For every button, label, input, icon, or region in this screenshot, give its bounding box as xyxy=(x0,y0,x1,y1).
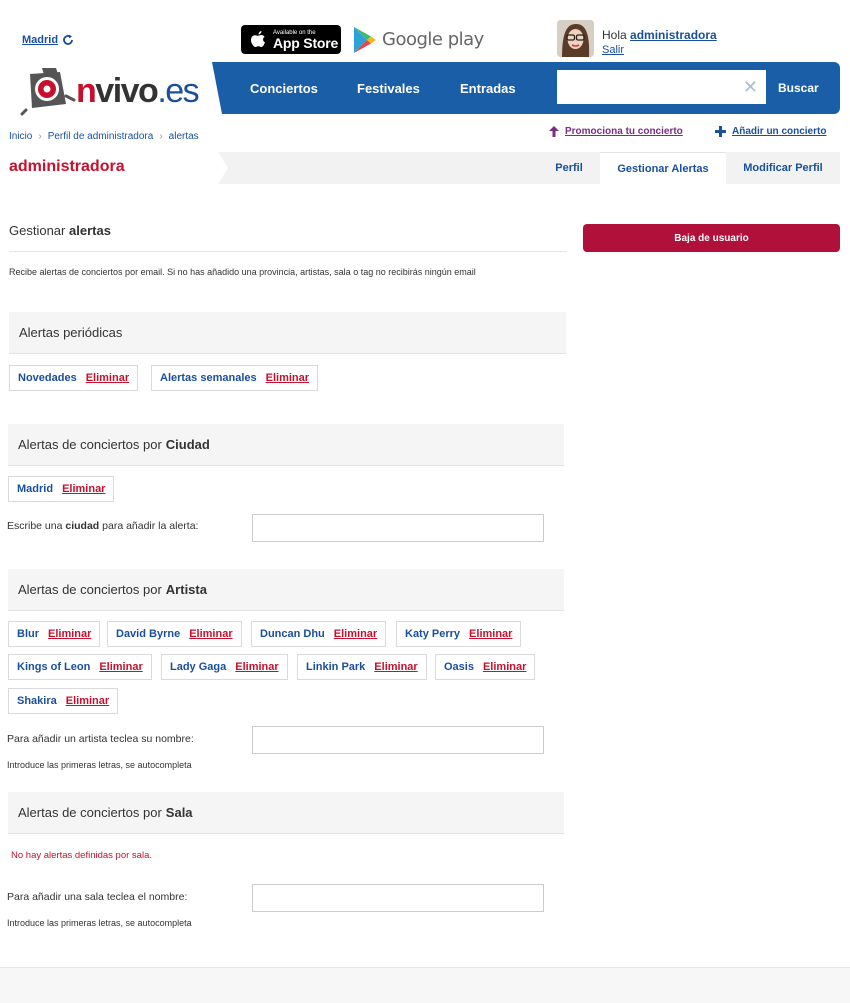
delete-alert-link[interactable]: Eliminar xyxy=(99,661,143,673)
section-heading-prefix: Gestionar xyxy=(9,223,66,238)
footer xyxy=(0,967,850,1003)
periodic-alerts-title: Alertas periódicas xyxy=(19,325,123,340)
alert-tag xyxy=(8,654,152,680)
alert-tag-label[interactable]: Duncan Dhu xyxy=(260,628,325,640)
city-label-bold: ciudad xyxy=(65,520,100,532)
periodic-alerts-header xyxy=(9,312,566,354)
city-input-label xyxy=(7,520,198,532)
breadcrumb xyxy=(9,131,199,142)
site-logo[interactable] xyxy=(16,66,198,116)
city-label-suffix: para añadir la alerta: xyxy=(102,520,199,532)
alert-tag-label[interactable]: Oasis xyxy=(444,661,474,673)
google-play-text: Google play xyxy=(382,29,484,50)
city-alerts-header xyxy=(8,424,564,466)
promote-concert-link[interactable] xyxy=(549,126,683,137)
breadcrumb-home[interactable]: Inicio xyxy=(9,131,33,142)
alert-tag xyxy=(9,365,138,391)
alert-tag xyxy=(251,621,386,647)
google-play-icon xyxy=(352,26,377,54)
alert-tag-label[interactable]: Shakira xyxy=(17,695,57,707)
artist-alerts-title-bold: Artista xyxy=(165,582,207,597)
alert-tag-label[interactable]: Kings of Leon xyxy=(17,661,91,673)
alert-tag-label[interactable]: Blur xyxy=(17,628,39,640)
alert-tag xyxy=(151,365,318,391)
alert-tag-label[interactable]: Madrid xyxy=(17,483,54,495)
arrow-up-icon xyxy=(549,126,559,137)
venue-alerts-title-bold: Sala xyxy=(165,805,193,820)
logo-area xyxy=(0,62,222,116)
alert-tag-label[interactable]: Lady Gaga xyxy=(170,661,227,673)
page-title: administradora xyxy=(9,158,125,175)
add-concert-label: Añadir un concierto xyxy=(732,126,827,137)
delete-alert-link[interactable]: Eliminar xyxy=(235,661,279,673)
venue-input-hint: Introduce las primeras letras, se autocompleta xyxy=(7,918,192,928)
camera-logo-icon xyxy=(16,66,78,116)
app-store-small-text: Available on the xyxy=(273,29,316,36)
delete-alert-link[interactable]: Eliminar xyxy=(189,628,233,640)
plus-icon xyxy=(715,126,726,137)
city-alerts-title-bold: Ciudad xyxy=(165,437,210,452)
delete-alert-link[interactable]: Eliminar xyxy=(482,661,527,673)
main-navigation xyxy=(0,62,850,116)
breadcrumb-current: alertas xyxy=(168,131,199,142)
alert-tag-label[interactable]: Linkin Park xyxy=(306,661,366,673)
username-link[interactable]: administradora xyxy=(630,28,717,42)
alert-tag xyxy=(8,688,118,714)
venue-alerts-header xyxy=(8,792,564,834)
logo-es: .es xyxy=(157,71,199,110)
artist-input[interactable] xyxy=(252,726,544,754)
nav-item-entradas[interactable]: Entradas xyxy=(460,81,516,96)
app-store-badge[interactable] xyxy=(241,25,341,54)
venue-input-label: Para añadir una sala teclea el nombre: xyxy=(7,891,188,903)
alert-tag xyxy=(396,621,521,647)
add-concert-link[interactable] xyxy=(715,126,826,137)
section-heading xyxy=(9,223,111,238)
section-heading-bold: alertas xyxy=(69,223,111,238)
nav-item-festivales[interactable]: Festivales xyxy=(357,81,420,96)
alert-tag xyxy=(161,654,288,680)
logo-wordmark xyxy=(76,72,198,111)
alert-tag xyxy=(435,654,535,680)
delete-alert-link[interactable]: Eliminar xyxy=(374,661,418,673)
divider xyxy=(9,251,567,252)
clear-search-icon[interactable]: ✕ xyxy=(742,77,758,97)
venue-empty-message: No hay alertas definidas por sala. xyxy=(11,850,152,861)
delete-alert-link[interactable]: Eliminar xyxy=(469,628,513,640)
venue-alerts-title-prefix: Alertas de conciertos por xyxy=(18,805,162,820)
top-bar xyxy=(0,0,850,62)
artist-input-label: Para añadir un artista teclea su nombre: xyxy=(7,733,194,745)
logo-vivo: vivo xyxy=(95,71,158,110)
artist-alerts-title-prefix: Alertas de conciertos por xyxy=(18,582,162,597)
artist-alerts-header xyxy=(8,569,564,611)
search-input[interactable] xyxy=(557,70,737,104)
tab-perfil[interactable]: Perfil xyxy=(555,162,583,174)
delete-alert-link[interactable]: Eliminar xyxy=(65,695,110,707)
promote-concert-label: Promociona tu concierto xyxy=(565,126,683,137)
delete-alert-link[interactable]: Eliminar xyxy=(85,372,130,384)
google-play-badge[interactable] xyxy=(352,25,484,54)
alert-tag-label[interactable]: Katy Perry xyxy=(405,628,461,640)
city-selector[interactable] xyxy=(22,34,74,46)
delete-alert-link[interactable]: Eliminar xyxy=(333,628,378,640)
greeting xyxy=(602,28,717,43)
greeting-text: Hola xyxy=(602,28,627,42)
apple-icon xyxy=(249,30,267,50)
tab-gestionar-alertas[interactable]: Gestionar Alertas xyxy=(600,152,726,184)
intro-text: Recibe alertas de conciertos por email. Si no has añadido una provincia, artistas, sala o tag no recibirás ningún email xyxy=(9,267,476,277)
unsubscribe-button[interactable]: Baja de usuario xyxy=(583,224,840,252)
alert-tag-label[interactable]: David Byrne xyxy=(116,628,181,640)
alert-tag xyxy=(8,476,114,502)
city-label-prefix: Escribe una xyxy=(7,520,63,532)
delete-alert-link[interactable]: Eliminar xyxy=(48,628,92,640)
chevron-right-icon: › xyxy=(159,131,163,142)
alert-tag xyxy=(107,621,242,647)
city-input[interactable] xyxy=(252,514,544,542)
app-store-text: App Store xyxy=(273,34,339,51)
profile-header xyxy=(0,152,840,184)
logout-link[interactable]: Salir xyxy=(602,44,625,56)
alert-tag xyxy=(8,621,100,647)
city-alerts-title-prefix: Alertas de conciertos por xyxy=(18,437,162,452)
chevron-right-icon: › xyxy=(38,131,42,142)
city-label: Madrid xyxy=(22,34,59,46)
avatar[interactable] xyxy=(557,20,594,57)
venue-input[interactable] xyxy=(252,884,544,912)
alert-tag-label[interactable]: Alertas semanales xyxy=(160,372,257,384)
nav-bar xyxy=(222,62,840,114)
user-avatar-image xyxy=(557,20,594,57)
logo-n: n xyxy=(76,71,96,110)
tab-modificar-perfil[interactable]: Modificar Perfil xyxy=(743,162,823,174)
delete-alert-link[interactable]: Eliminar xyxy=(62,483,106,495)
nav-item-conciertos[interactable]: Conciertos xyxy=(250,81,318,96)
alert-tag-label[interactable]: Novedades xyxy=(18,372,77,384)
breadcrumb-profile[interactable]: Perfil de administradora xyxy=(47,131,154,142)
artist-input-hint: Introduce las primeras letras, se autocompleta xyxy=(7,760,192,770)
search-box xyxy=(557,70,766,104)
delete-alert-link[interactable]: Eliminar xyxy=(265,372,310,384)
alert-tag xyxy=(297,654,427,680)
search-button[interactable]: Buscar xyxy=(778,81,819,95)
refresh-icon xyxy=(62,34,74,46)
